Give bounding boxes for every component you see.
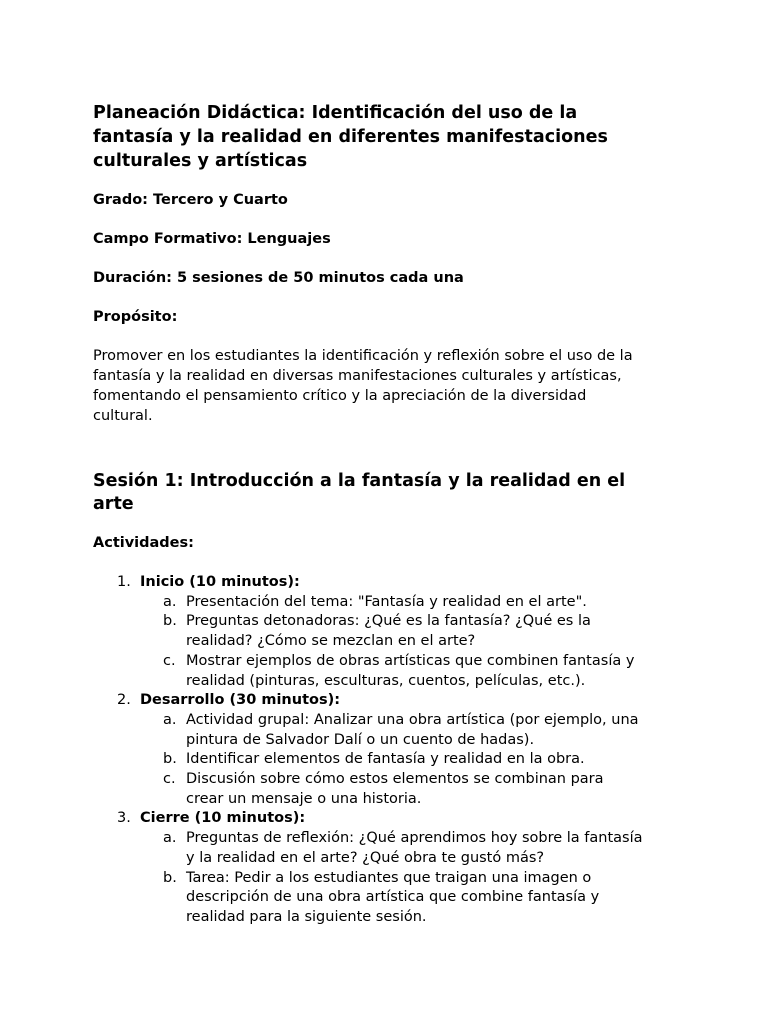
substep-text: Actividad grupal: Analizar una obra artística (por ejemplo, una pintura de Salvador Dalí o un cuento de hadas). — [186, 711, 639, 748]
substep-text: Preguntas detonadoras: ¿Qué es la fantasía? ¿Qué es la realidad? ¿Cómo se mezclan en el arte? — [186, 613, 591, 650]
session-1-steps — [93, 573, 676, 928]
substep-text: Presentación del tema: "Fantasía y realidad en el arte". — [186, 593, 587, 610]
substep — [140, 869, 676, 928]
substep-letter: a. — [163, 830, 177, 847]
substep — [140, 750, 676, 770]
substep-text: Mostrar ejemplos de obras artísticas que combinen fantasía y realidad (pinturas, esculturas, cuentos, películas, etc.). — [186, 652, 635, 689]
grade-line: Grado: Tercero y Cuarto — [93, 192, 288, 208]
step-label: Desarrollo (30 minutos): — [140, 692, 341, 709]
substep — [140, 652, 676, 691]
activities-label: Actividades: — [93, 535, 194, 551]
step-cierre — [93, 809, 676, 927]
substep-letter: a. — [163, 593, 177, 610]
purpose-text: Promover en los estudiantes la identificación y reflexión sobre el uso de la fantasía y la realidad en diversas manifestaciones culturales y artísticas, fomentando el pensamiento crítico y la apreciación de la diversidad cultural. — [93, 348, 633, 424]
step-label: Inicio (10 minutos): — [140, 574, 300, 590]
substep-letter: b. — [163, 751, 177, 768]
step-number: 1. — [117, 574, 131, 590]
step-desarrollo — [93, 691, 676, 809]
substep-text: Discusión sobre cómo estos elementos se combinan para crear un mensaje o una historia. — [186, 771, 604, 807]
duration-line: Duración: 5 sesiones de 50 minutos cada una — [93, 270, 464, 286]
step-substeps — [140, 829, 676, 928]
substep — [140, 770, 676, 809]
formative-field-line: Campo Formativo: Lenguajes — [93, 231, 331, 247]
substep — [140, 612, 676, 651]
substep-letter: a. — [163, 711, 177, 728]
step-label: Cierre (10 minutos): — [140, 810, 306, 827]
substep-letter: c. — [163, 652, 176, 669]
substep — [140, 593, 676, 613]
substep-text: Identificar elementos de fantasía y realidad en la obra. — [186, 751, 585, 768]
purpose-label: Propósito: — [93, 309, 178, 325]
document-title: Planeación Didáctica: Identificación del uso de la fantasía y la realidad en diferentes manifestaciones culturales y artísticas — [93, 103, 608, 171]
substep — [140, 711, 676, 750]
step-substeps — [140, 711, 676, 810]
step-number: 3. — [117, 810, 131, 827]
session-1-title: Sesión 1: Introducción a la fantasía y la realidad en el arte — [93, 471, 626, 514]
step-inicio — [93, 573, 676, 691]
step-substeps — [140, 593, 676, 692]
substep — [140, 829, 676, 868]
substep-letter: b. — [163, 869, 177, 886]
step-number: 2. — [117, 692, 131, 709]
substep-letter: b. — [163, 613, 177, 630]
substep-text: Tarea: Pedir a los estudiantes que traigan una imagen o descripción de una obra artística que combine fantasía y realidad para la siguiente sesión. — [186, 869, 600, 925]
substep-text: Preguntas de reflexión: ¿Qué aprendimos hoy sobre la fantasía y la realidad en el arte? ¿Qué obra te gustó más? — [186, 830, 643, 866]
substep-letter: c. — [163, 771, 176, 788]
